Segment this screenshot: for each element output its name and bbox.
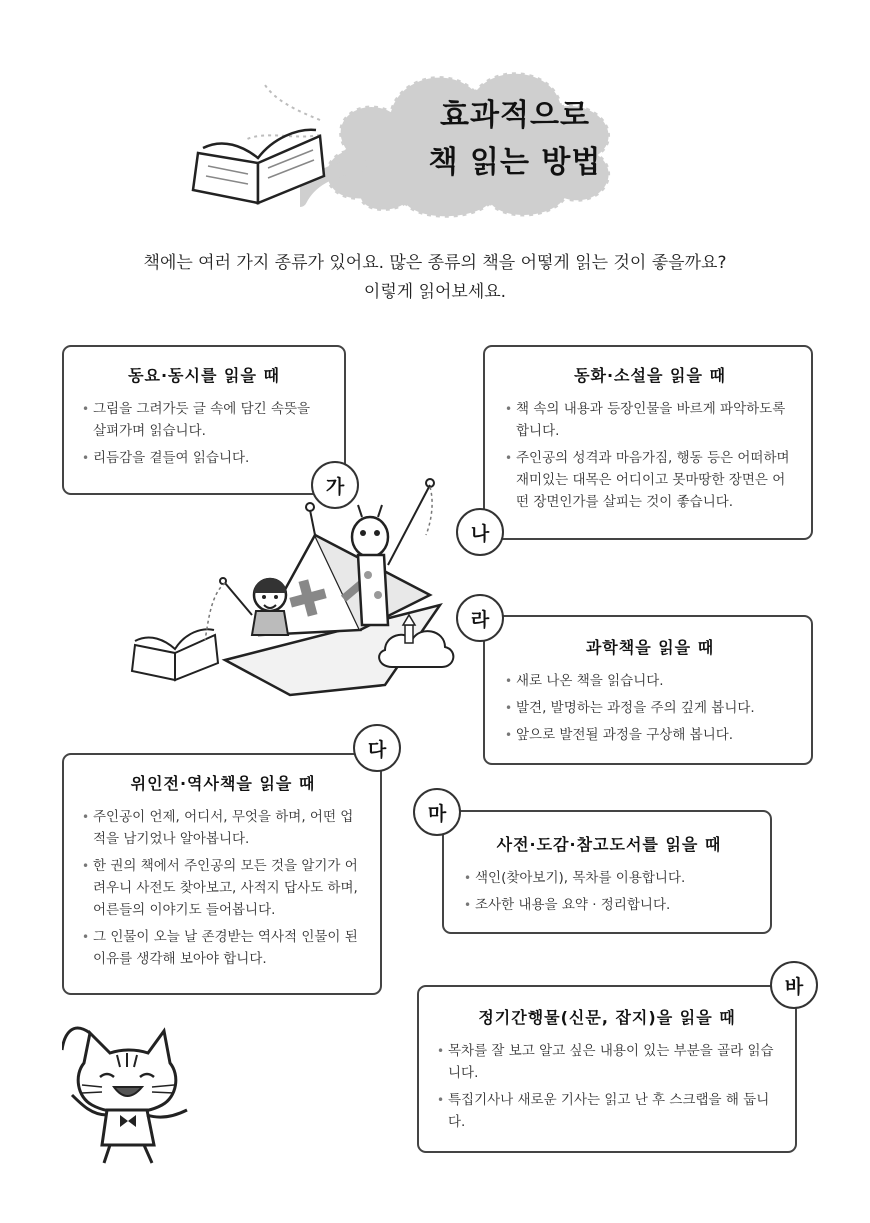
bullet-list bbox=[82, 398, 326, 469]
bullet-list bbox=[505, 398, 795, 513]
bullet-list bbox=[505, 670, 795, 746]
card-ga bbox=[62, 345, 346, 495]
list-item: • 책 속의 내용과 등장인물을 바르게 파악하도록 합니다. bbox=[505, 398, 795, 442]
badge-ba: 바 bbox=[770, 961, 818, 1009]
badge-da: 다 bbox=[353, 724, 401, 772]
badge-ra: 라 bbox=[456, 594, 504, 642]
card-title: 위인전·역사책을 읽을 때 bbox=[130, 774, 316, 793]
list-item: • 색인(찾아보기), 목차를 이용합니다. bbox=[464, 867, 754, 889]
list-item: • 앞으로 발전될 과정을 구상해 봅니다. bbox=[505, 724, 795, 746]
list-item: • 발견, 발명하는 과정을 주의 깊게 봅니다. bbox=[505, 697, 795, 719]
list-item: • 조사한 내용을 요약 · 정리합니다. bbox=[464, 894, 754, 916]
card-title: 정기간행물(신문, 잡지)을 읽을 때 bbox=[478, 1008, 736, 1027]
card-title: 동화·소설을 읽을 때 bbox=[574, 366, 726, 385]
list-item: • 그림을 그려가듯 글 속에 담긴 속뜻을 살펴가며 읽습니다. bbox=[82, 398, 326, 442]
cat-character-illustration bbox=[62, 1015, 192, 1165]
card-title: 사전·도감·참고도서를 읽을 때 bbox=[496, 835, 722, 854]
badge-ga: 가 bbox=[311, 461, 359, 509]
list-item: • 목차를 잘 보고 알고 싶은 내용이 있는 부분을 골라 읽습니다. bbox=[437, 1040, 777, 1084]
card-ma bbox=[442, 810, 772, 934]
card-title: 과학책을 읽을 때 bbox=[585, 638, 715, 657]
intro-line2: 이렇게 읽어보세요. bbox=[363, 282, 507, 302]
open-book-icon bbox=[188, 118, 328, 208]
bullet-list bbox=[82, 806, 364, 970]
paper-boat-illustration bbox=[130, 475, 460, 705]
bullet-list bbox=[437, 1040, 777, 1133]
list-item: • 특집기사나 새로운 기사는 읽고 난 후 스크랩을 해 둡니다. bbox=[437, 1089, 777, 1133]
list-item: • 주인공의 성격과 마음가짐, 행동 등은 어떠하며 재미있는 대목은 어디이고 못마땅한 장면은 어떤 장면인가를 살피는 것이 좋습니다. bbox=[505, 447, 795, 513]
intro-line1: 책에는 여러 가지 종류가 있어요. 많은 종류의 책을 어떻게 읽는 것이 좋을까요? bbox=[143, 253, 727, 273]
badge-ma: 마 bbox=[413, 788, 461, 836]
list-item: • 한 권의 책에서 주인공의 모든 것을 알기가 어려우니 사전도 찾아보고, 사적지 답사도 하며, 어른들의 이야기도 들어봅니다. bbox=[82, 855, 364, 921]
bullet-list bbox=[464, 867, 754, 916]
page-title-line2: 책 읽는 방법 bbox=[428, 145, 602, 180]
list-item: • 리듬감을 곁들여 읽습니다. bbox=[82, 447, 326, 469]
card-ba bbox=[417, 985, 797, 1153]
list-item: • 그 인물이 오늘 날 존경받는 역사적 인물이 된 이유를 생각해 보아야 합니다. bbox=[82, 926, 364, 970]
list-item: • 새로 나온 책을 읽습니다. bbox=[505, 670, 795, 692]
card-title: 동요·동시를 읽을 때 bbox=[128, 366, 280, 385]
badge-na: 나 bbox=[456, 508, 504, 556]
card-ra bbox=[483, 615, 813, 765]
list-item: • 주인공이 언제, 어디서, 무엇을 하며, 어떤 업적을 남기었나 알아봅니다. bbox=[82, 806, 364, 850]
card-da bbox=[62, 753, 382, 995]
card-na bbox=[483, 345, 813, 540]
page-title-line1: 효과적으로 bbox=[440, 98, 590, 133]
